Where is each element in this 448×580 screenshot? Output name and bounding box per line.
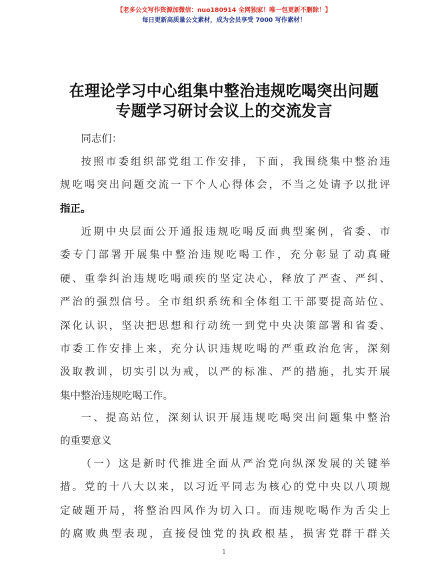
section-heading-one bbox=[60, 407, 390, 454]
paragraph-line: 定破题开局，将整治四风作为切入口。而违规吃喝作为舌尖上 bbox=[60, 504, 390, 517]
header-banner bbox=[0, 6, 448, 26]
paragraph-line: 集中整治违规吃喝工作。 bbox=[60, 389, 174, 402]
paragraph-line: 深化认识，坚决把思想和行动统一到党中央决策部署和省委、 bbox=[60, 319, 390, 332]
paragraph-line: 措。党的十八大以来，以习近平同志为核心的党中央以八项规 bbox=[60, 481, 390, 494]
document-title-line-2: 专题学习研讨会议上的交流发言 bbox=[115, 102, 333, 120]
paragraph-background bbox=[60, 221, 390, 408]
banner-member-line: 每日更新高质量公文素材，成为会员享受 7000 写作素材！ bbox=[142, 17, 306, 24]
paragraph-line: 委专门部署开展集中整治违规吃喝工作，充分彰显了动真碰 bbox=[60, 249, 390, 262]
page-number: 1 bbox=[222, 549, 226, 556]
paragraph-line: 指正。 bbox=[60, 202, 91, 215]
paragraph-line: （一）这是新时代推进全面从严治党向纵深发展的关键举 bbox=[81, 458, 390, 470]
greeting: 同志们： bbox=[81, 133, 123, 145]
paragraph-line: 的重要意义 bbox=[60, 435, 112, 448]
paragraph-line: 近期中央层面公开通报违规吃喝反面典型案例，省委、市 bbox=[81, 226, 390, 238]
paragraph-line: 一、提高站位，深刻认识开展违规吃喝突出问题集中整治 bbox=[81, 412, 390, 424]
paragraph-point-one bbox=[60, 453, 390, 547]
document-title-line-1: 在理论学习中心组集中整治违规吃喝突出问题 bbox=[69, 82, 379, 100]
paragraph-line: 市委工作安排上来，充分认识违规吃喝的严重政治危害，深刻 bbox=[60, 342, 390, 355]
paragraph-line: 硬、重拳纠治违规吃喝顽疾的坚定决心，释放了严查、严纠、 bbox=[60, 272, 390, 285]
paragraph-line: 的腐败典型表现，直接侵蚀党的执政根基，损害党群干群关 bbox=[60, 528, 390, 541]
paragraph-line: 规吃喝突出问题交流一下个人心得体会，不当之处请予以批评 bbox=[60, 179, 390, 192]
paragraph-line: 汲取教训，切实引以为戒，以严的标准、严的措施，扎实开展 bbox=[60, 366, 390, 379]
paragraph-intro bbox=[60, 151, 390, 221]
paragraph-line: 严治的强烈信号。全市组织系统和全体组工干部要提高站位、 bbox=[60, 296, 390, 309]
paragraph-line: 按照市委组织部党组工作安排，下面，我围绕集中整治违 bbox=[81, 156, 390, 168]
banner-promo-line: 【老多公文写作资源加微信：nuo180914 全网独家！唯一包更新不删除！】 bbox=[116, 7, 332, 14]
